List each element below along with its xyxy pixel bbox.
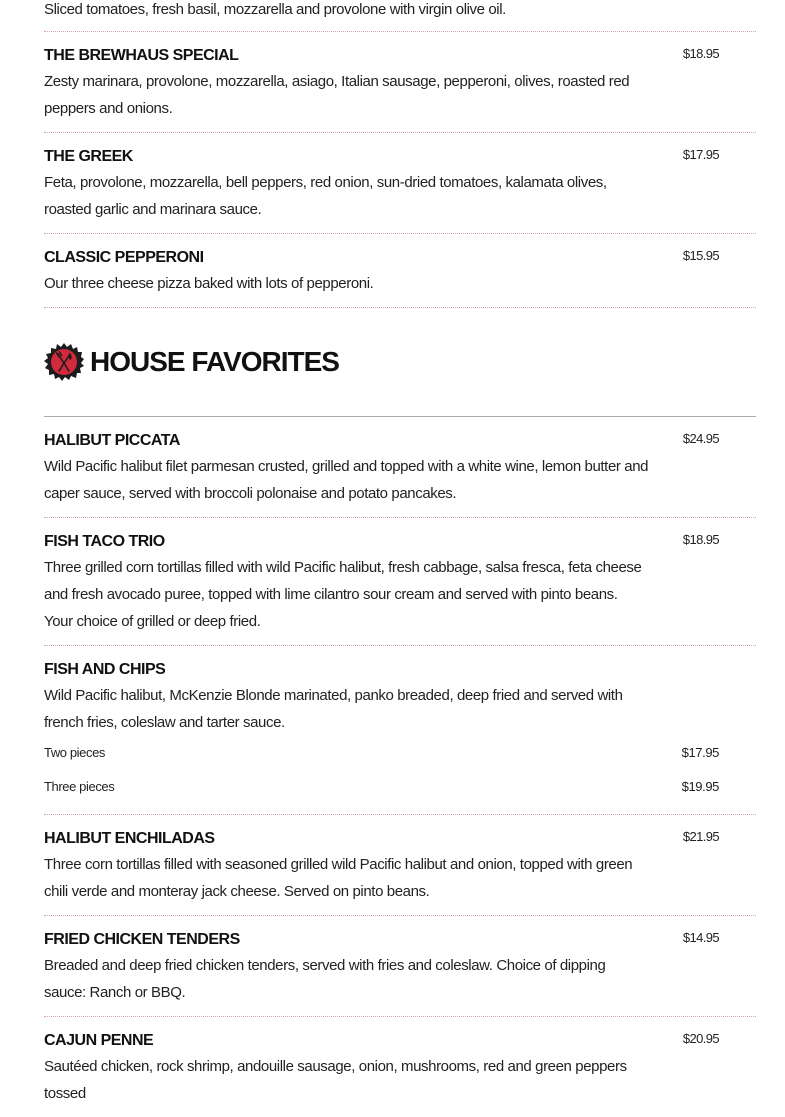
size-option <box>44 770 756 804</box>
menu-item <box>44 815 756 916</box>
item-name: FRIED CHICKEN TENDERS <box>44 931 240 948</box>
item-price: $24.95 <box>682 431 719 446</box>
item-description: Breaded and deep fried chicken tenders, served with fries and coleslaw. Choice of dipping sauce: Ranch or BBQ. <box>44 957 606 1001</box>
item-description: Feta, provolone, mozzarella, bell peppers, red onion, sun-dried tomatoes, kalamata olives, roasted garlic and marinara sauce. <box>44 174 607 218</box>
item-description: Three corn tortillas filled with seasoned grilled wild Pacific halibut and onion, topped with green chili verde and monteray jack cheese. Served on pinto beans. <box>44 856 633 900</box>
item-description: Zesty marinara, provolone, mozzarella, asiago, Italian sausage, pepperoni, olives, roasted red peppers and onions. <box>44 73 630 117</box>
menu-page <box>44 0 756 1117</box>
size-label: Two pieces <box>44 745 106 760</box>
item-name: THE GREEK <box>44 148 133 165</box>
item-name: CLASSIC PEPPERONI <box>44 249 204 266</box>
item-description: Wild Pacific halibut filet parmesan crusted, grilled and topped with a white wine, lemon butter and caper sauce, served with broccoli polonaise and potato pancakes. <box>44 458 649 502</box>
item-price: $21.95 <box>682 829 719 844</box>
menu-item <box>44 646 756 815</box>
menu-item <box>44 916 756 1017</box>
item-price: $18.95 <box>682 46 719 61</box>
item-price: $14.95 <box>682 930 719 945</box>
section-title: HOUSE FAVORITES <box>90 346 339 377</box>
fork-knife-badge-icon <box>44 342 84 382</box>
item-name: FISH AND CHIPS <box>44 661 166 678</box>
menu-item <box>44 32 756 133</box>
item-price: $15.95 <box>682 248 719 263</box>
item-description: Sautéed chicken, rock shrimp, andouille sausage, onion, mushrooms, red and green peppers tossed <box>44 1058 627 1102</box>
menu-item <box>44 234 756 308</box>
size-price: $17.95 <box>681 745 719 760</box>
size-price: $19.95 <box>681 779 719 794</box>
item-description: Wild Pacific halibut, McKenzie Blonde marinated, panko breaded, deep fried and served with french fries, coleslaw and tarter sauce. <box>44 687 623 731</box>
item-description: Three grilled corn tortillas filled with wild Pacific halibut, fresh cabbage, salsa fresca, feta cheese and fresh avocado puree, topped with lime cilantro sour cream and served with pinto beans. Your choice of grilled or deep fried. <box>44 559 642 630</box>
menu-item <box>44 1017 756 1117</box>
item-description: Our three cheese pizza baked with lots of pepperoni. <box>44 275 374 292</box>
item-price: $17.95 <box>682 147 719 162</box>
item-name: FISH TACO TRIO <box>44 533 165 550</box>
item-price: $20.95 <box>682 1031 719 1046</box>
menu-item <box>44 416 756 518</box>
item-description: Sliced tomatoes, fresh basil, mozzarella and provolone with virgin olive oil. <box>44 1 506 18</box>
item-name: CAJUN PENNE <box>44 1032 154 1049</box>
item-price: $18.95 <box>682 532 719 547</box>
item-name: HALIBUT ENCHILADAS <box>44 830 215 847</box>
section-header <box>44 308 756 416</box>
item-name: THE BREWHAUS SPECIAL <box>44 47 239 64</box>
menu-item-partial <box>44 0 756 32</box>
size-label: Three pieces <box>44 779 115 794</box>
item-name: HALIBUT PICCATA <box>44 432 180 449</box>
menu-item <box>44 518 756 646</box>
menu-item <box>44 133 756 234</box>
size-option <box>44 736 756 770</box>
